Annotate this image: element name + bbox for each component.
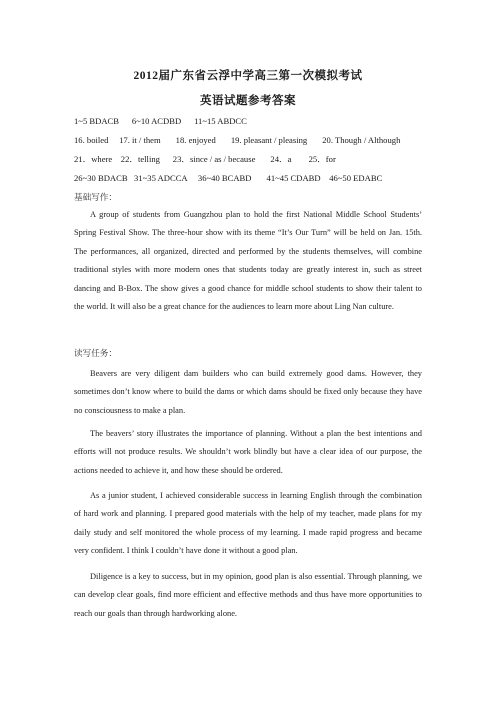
read-write-paragraph-4: Diligence is a key to success, but in my opinion, good plan is also essential. Through planning, we can develop clear goals, find more efficient and effective methods and thus have more opportunities to reach our goals than through hardworking alone. <box>74 572 422 618</box>
answer-line-3: 21．where 22．telling 23．since / as / because 24．a 25．for <box>74 154 336 164</box>
basic-writing-label: 基础写作： <box>74 192 117 202</box>
page-subtitle: 英语试题参考答案 <box>200 95 296 107</box>
answer-line-2: 16. boiled 17. it / them 18. enjoyed 19. pleasant / pleasing 20. Though / Although <box>74 135 401 145</box>
answer-line-1: 1~5 BDACB 6~10 ACDBD 11~15 ABDCC <box>74 116 247 126</box>
page-title: 2012届广东省云浮中学高三第一次模拟考试 <box>133 70 363 82</box>
read-write-paragraph-2: The beavers’ story illustrates the importance of planning. Without a plan the best intentions and efforts will not produce results. We shouldn’t work blindly but have a clear idea of our purpose, the actions needed to achieve it, and how these should be ordered. <box>74 429 422 475</box>
read-write-paragraph-3: As a junior student, I achieved considerable success in learning English through the combination of hard work and planning. I prepared good materials with the help of my teacher, made plans for my daily study and self monitored the whole process of my learning. I made rapid progress and became very confident. I think I couldn’t have done it without a good plan. <box>74 491 422 556</box>
read-write-label: 读写任务： <box>74 348 117 358</box>
answer-line-4: 26~30 BDACB 31~35 ADCCA 36~40 BCABD 41~45 CDABD 46~50 EDABC <box>74 173 383 183</box>
basic-writing-paragraph: A group of students from Guangzhou plan to hold the first National Middle School Students’ Spring Festival Show. The three-hour show with its theme “It’s Our Turn” will be held on Jan. 15th. The performances, all organized, directed and performed by the students themselves, will combine traditional styles with more modern ones that students today are greatly interest in, such as street dancing and B-Box. The show gives a good chance for middle school students to show their talent to the world. It will also be a great chance for the audiences to learn more about Ling Nan culture. <box>74 210 422 312</box>
read-write-paragraph-1: Beavers are very diligent dam builders who can build extremely good dams. However, they sometimes don’t know where to build the dams or which dams should be fixed only because they have no consciousness to make a plan. <box>74 369 422 415</box>
